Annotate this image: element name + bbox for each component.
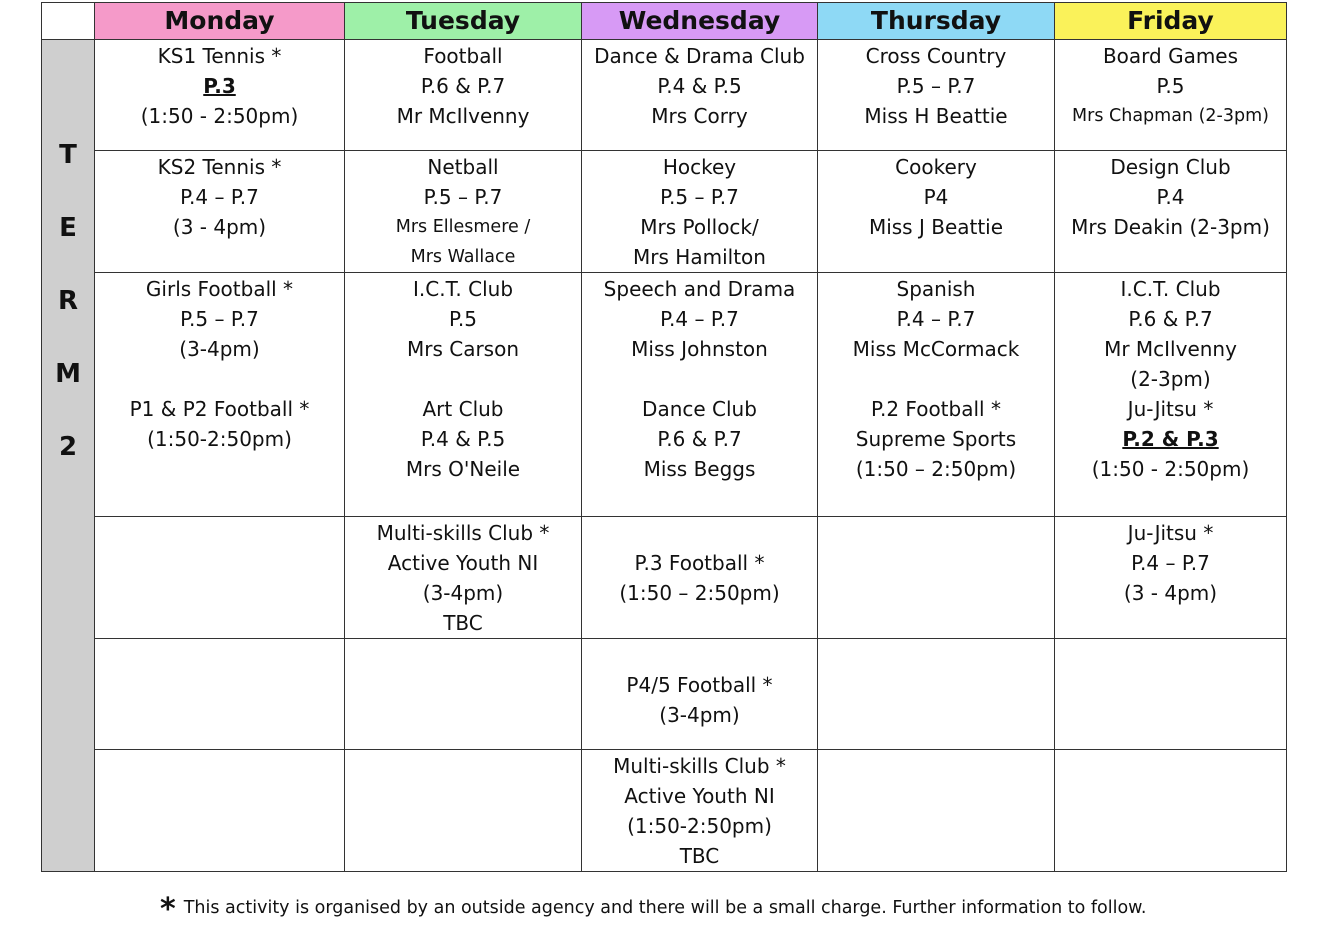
activity-line: (1:50 - 2:50pm): [1091, 457, 1250, 481]
activity-line: Mrs O'Neile: [405, 457, 521, 481]
activity-line: P.3: [203, 74, 236, 98]
activity-cell-wednesday: [582, 517, 818, 639]
activity-cell-friday: [1055, 517, 1287, 639]
activity-line: Board Games: [1102, 44, 1239, 68]
activity-line: TBC: [443, 611, 483, 635]
activity-line: P.4 – P.7: [1131, 551, 1210, 575]
day-header-wednesday: Wednesday: [582, 3, 818, 40]
activity-cell-tuesday: [345, 40, 582, 151]
activity-cell-thursday: [818, 40, 1055, 151]
activity-line: P.5 – P.7: [423, 185, 503, 209]
activity-line: Active Youth NI: [624, 784, 775, 808]
activity-line: Miss J Beattie: [868, 215, 1004, 239]
activity-line: KS1 Tennis *: [157, 44, 282, 68]
activity-cell-thursday: [818, 750, 1055, 872]
activity-line: Art Club: [422, 397, 504, 421]
activity-line: P.4 & P.5: [657, 74, 742, 98]
activity-line: I.C.T. Club: [1120, 277, 1221, 301]
activity-cell-wednesday: [582, 750, 818, 872]
activity-line: P1 & P2 Football *: [129, 397, 310, 421]
activity-cell-monday: [95, 750, 345, 872]
activity-line: Miss Johnston: [631, 337, 768, 361]
activity-line: Mr McIlvenny: [1104, 337, 1237, 361]
spacer: [345, 364, 581, 394]
activity-line: P.3 Football *: [634, 551, 765, 575]
spacer: [95, 364, 344, 394]
timetable-row: [42, 151, 1287, 273]
activity-cell-thursday: [818, 151, 1055, 273]
term-letter: 2: [58, 432, 78, 462]
activity-line: Ju-Jitsu *: [1127, 521, 1214, 545]
footnote-text: This activity is organised by an outside agency and there will be a small charge. Further information to follow.: [183, 898, 1147, 918]
activity-line: Girls Football *: [145, 277, 294, 301]
activity-cell-tuesday: [345, 639, 582, 750]
activity-line: Netball: [427, 155, 499, 179]
activity-line: Mrs Carson: [406, 337, 520, 361]
activity-line: (3-4pm): [422, 581, 504, 605]
activity-line: Mrs Ellesmere /: [395, 217, 531, 237]
activity-cell-monday: [95, 151, 345, 273]
activity-cell-monday: [95, 273, 345, 517]
spacer: [582, 640, 817, 670]
activity-cell-wednesday: [582, 40, 818, 151]
activity-line: Multi-skills Club *: [376, 521, 550, 545]
day-header-tuesday: Tuesday: [345, 3, 582, 40]
activity-cell-monday: [95, 40, 345, 151]
footnote-symbol: *: [160, 892, 176, 927]
activity-line: Mr McIlvenny: [396, 104, 530, 128]
activity-line: Multi-skills Club *: [613, 754, 786, 778]
activity-cell-wednesday: [582, 639, 818, 750]
activity-cell-thursday: [818, 273, 1055, 517]
activity-line: Mrs Wallace: [410, 247, 516, 267]
activity-line: Dance Club: [642, 397, 757, 421]
activity-line: P.6 & P.7: [420, 74, 506, 98]
activity-cell-friday: [1055, 639, 1287, 750]
activity-line: Mrs Deakin (2-3pm): [1071, 215, 1270, 239]
term-label-column: [42, 40, 95, 872]
activity-cell-thursday: [818, 639, 1055, 750]
activity-line: (1:50-2:50pm): [627, 814, 772, 838]
activity-line: Miss McCormack: [852, 337, 1020, 361]
activity-cell-monday: [95, 639, 345, 750]
day-header-monday: Monday: [95, 3, 345, 40]
activity-line: P.4 – P.7: [660, 307, 739, 331]
activity-line: (2-3pm): [1130, 367, 1211, 391]
activity-cell-wednesday: [582, 273, 818, 517]
activity-cell-thursday: [818, 517, 1055, 639]
activity-line: P.2 Football *: [871, 397, 1001, 421]
timetable-row: [42, 273, 1287, 517]
activity-line: Mrs Corry: [651, 104, 748, 128]
activity-line: P.4 – P.7: [896, 307, 976, 331]
activity-line: Cookery: [895, 155, 977, 179]
activity-line: P.6 & P.7: [657, 427, 742, 451]
activity-cell-tuesday: [345, 151, 582, 273]
activity-line: (3-4pm): [179, 337, 260, 361]
activities-timetable: [41, 2, 1287, 872]
activity-cell-friday: [1055, 750, 1287, 872]
activity-line: P.4: [1156, 185, 1185, 209]
activity-line: Dance & Drama Club: [594, 44, 805, 68]
activity-line: Spanish: [896, 277, 976, 301]
term-letter: E: [59, 213, 77, 243]
activity-line: Supreme Sports: [855, 427, 1017, 451]
spacer: [818, 364, 1054, 394]
timetable-row: [42, 517, 1287, 639]
activity-line: Hockey: [662, 155, 737, 179]
activity-cell-friday: [1055, 151, 1287, 273]
activity-line: P.6 & P.7: [1128, 307, 1213, 331]
activity-line: (1:50 – 2:50pm): [619, 581, 780, 605]
activity-line: Cross Country: [865, 44, 1007, 68]
activity-line: KS2 Tennis *: [157, 155, 282, 179]
activity-cell-tuesday: [345, 273, 582, 517]
spacer: [582, 518, 817, 548]
activity-cell-tuesday: [345, 750, 582, 872]
activity-line: Mrs Pollock/: [640, 215, 759, 239]
activity-cell-monday: [95, 517, 345, 639]
timetable-row: [42, 40, 1287, 151]
activity-line: (1:50 – 2:50pm): [855, 457, 1017, 481]
activity-cell-wednesday: [582, 151, 818, 273]
activity-line: P.4 – P.7: [180, 185, 259, 209]
activity-cell-friday: [1055, 273, 1287, 517]
activity-line: P.2 & P.3: [1122, 427, 1219, 451]
corner-cell: [42, 3, 95, 40]
activity-line: Speech and Drama: [603, 277, 796, 301]
activity-line: Miss Beggs: [643, 457, 756, 481]
activity-line: Mrs Hamilton: [633, 245, 766, 269]
term-letter: M: [55, 359, 81, 389]
term-letter: R: [57, 286, 79, 316]
activity-cell-friday: [1055, 40, 1287, 151]
term-letter: T: [59, 140, 77, 170]
activity-line: Mrs Chapman (2-3pm): [1072, 106, 1269, 126]
day-header-friday: Friday: [1055, 3, 1287, 40]
activity-line: Football: [423, 44, 503, 68]
activity-line: P.4 & P.5: [420, 427, 506, 451]
activity-line: (1:50 - 2:50pm): [140, 104, 299, 128]
header-row: [42, 3, 1287, 40]
activity-line: P4: [923, 185, 949, 209]
activity-cell-tuesday: [345, 517, 582, 639]
activity-line: Ju-Jitsu *: [1127, 397, 1214, 421]
activity-line: P.5 – P.7: [660, 185, 739, 209]
activity-line: (3-4pm): [659, 703, 740, 727]
activity-line: P.5: [448, 307, 478, 331]
activity-line: I.C.T. Club: [412, 277, 514, 301]
activity-line: (1:50-2:50pm): [147, 427, 292, 451]
activity-line: P.5 – P.7: [180, 307, 259, 331]
activity-line: Active Youth NI: [387, 551, 539, 575]
timetable-row: [42, 639, 1287, 750]
activity-line: P.5 – P.7: [896, 74, 976, 98]
activity-line: TBC: [679, 844, 720, 868]
activity-line: Design Club: [1110, 155, 1231, 179]
day-header-thursday: Thursday: [818, 3, 1055, 40]
footnote: [160, 886, 1147, 927]
timetable-row: [42, 750, 1287, 872]
spacer: [582, 364, 817, 394]
activity-line: (3 - 4pm): [1123, 581, 1218, 605]
activity-line: P4/5 Football *: [626, 673, 773, 697]
activity-line: P.5: [1156, 74, 1185, 98]
activity-line: Miss H Beattie: [864, 104, 1008, 128]
activity-line: (3 - 4pm): [172, 215, 267, 239]
